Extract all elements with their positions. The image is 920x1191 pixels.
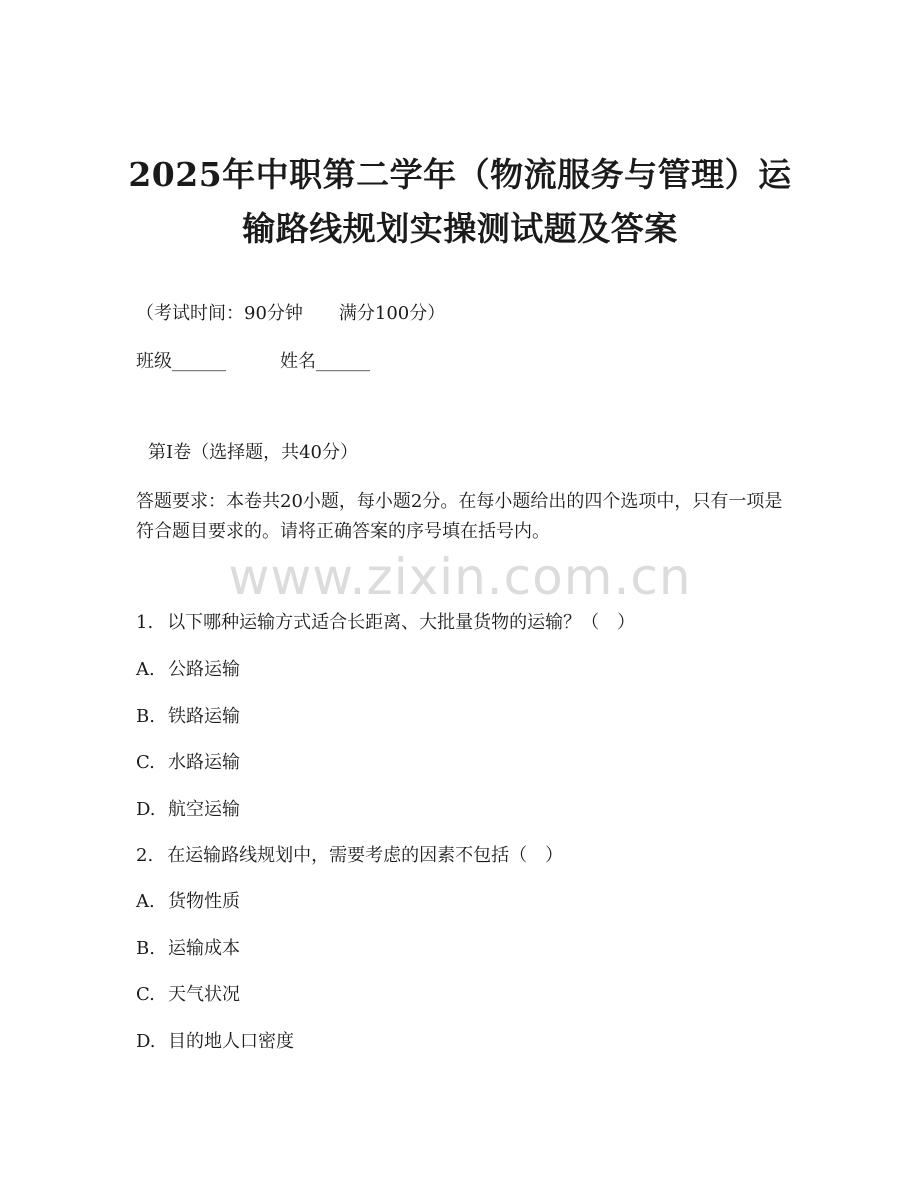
watermark: www.zixin.com.cn (228, 548, 692, 606)
q1-option-c (136, 751, 240, 775)
option-text: 天气状况 (168, 984, 240, 1005)
option-key: D. (136, 799, 156, 820)
exam-meta: （考试时间：90分钟 满分100分） (136, 303, 446, 324)
option-text: 货物性质 (168, 891, 240, 912)
option-key: C. (136, 752, 155, 773)
document-title (100, 148, 820, 256)
option-key: C. (136, 984, 155, 1005)
title-line-1: 2025年中职第二学年（物流服务与管理）运 (128, 155, 792, 194)
option-key: B. (136, 706, 155, 727)
instructions: 答题要求：本卷共20小题，每小题2分。在每小题给出的四个选项中，只有一项是符合题目要求的。请将正确答案的序号填在括号内。 (136, 491, 783, 542)
question-text: 在运输路线规划中，需要考虑的因素不包括（ ） (167, 845, 564, 866)
option-text: 公路运输 (168, 659, 240, 680)
option-text: 运输成本 (168, 938, 240, 959)
question-number: 1. (136, 612, 154, 633)
option-key: B. (136, 938, 155, 959)
name-field: 姓名______ (280, 351, 370, 372)
option-text: 目的地人口密度 (168, 1031, 294, 1052)
question-2 (136, 844, 563, 868)
option-key: A. (136, 659, 155, 680)
option-key: A. (136, 891, 155, 912)
q2-option-a (136, 890, 240, 914)
q1-option-b (136, 705, 240, 729)
option-key: D. (136, 1031, 156, 1052)
class-field: 班级______ (136, 351, 226, 372)
q2-option-c (136, 983, 240, 1007)
title-line-2: 输路线规划实操测试题及答案 (242, 209, 678, 248)
question-1 (136, 611, 635, 635)
option-text: 水路运输 (168, 752, 240, 773)
option-text: 铁路运输 (168, 706, 240, 727)
option-text: 航空运输 (168, 799, 240, 820)
q1-option-a (136, 658, 240, 682)
student-fields (136, 350, 370, 374)
q2-option-d (136, 1030, 294, 1054)
q1-option-d (136, 798, 240, 822)
section-heading: 第Ⅰ卷（选择题，共40分） (148, 442, 359, 463)
question-number: 2. (136, 845, 154, 866)
q2-option-b (136, 937, 240, 961)
question-text: 以下哪种运输方式适合长距离、大批量货物的运输？（ ） (167, 612, 636, 633)
